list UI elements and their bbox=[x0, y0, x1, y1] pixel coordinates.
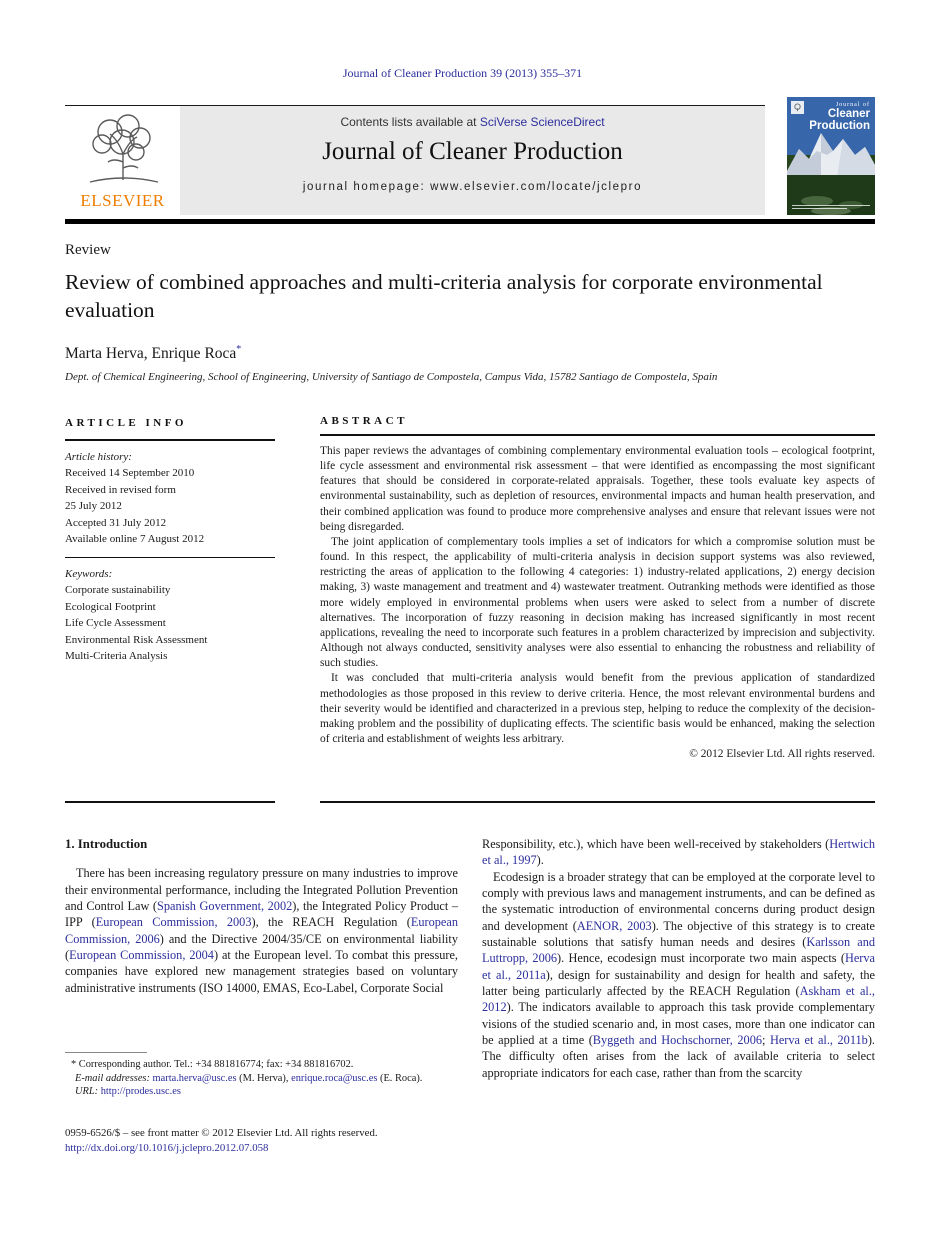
sciverse-sciencedirect-link[interactable]: SciVerse ScienceDirect bbox=[479, 115, 605, 129]
author-line bbox=[65, 344, 241, 363]
citation-link[interactable]: http://prodes.usc.es bbox=[100, 1086, 181, 1098]
rule bbox=[320, 801, 875, 803]
body-paragraph bbox=[482, 836, 875, 869]
text-segment: (E. Roca). bbox=[377, 1072, 423, 1084]
text-segment: ). The difficulty often arises from the lack of available criteria to select appropriate indicators for each case, rather than from the scarcity bbox=[482, 1033, 875, 1080]
article-history-entry: Available online 7 August 2012 bbox=[65, 533, 205, 545]
elsevier-tree-icon bbox=[80, 110, 166, 188]
url-note bbox=[65, 1085, 477, 1099]
citation-link[interactable]: AENOR, 2003 bbox=[576, 918, 652, 933]
intro-paragraph bbox=[65, 865, 458, 996]
text-segment: ; bbox=[762, 1033, 770, 1048]
imprint-block bbox=[65, 1126, 378, 1156]
article-history-entry: Accepted 31 July 2012 bbox=[65, 516, 167, 529]
issn-copyright-line: 0959-6526/$ – see front matter © 2012 Elsevier Ltd. All rights reserved. bbox=[65, 1127, 378, 1139]
contents-list-line bbox=[180, 115, 765, 129]
text-segment: There has been increasing regulatory pressure on many industries to improve their environmental performance, including the Integrated Pollution Prevention and Control Law ( bbox=[65, 866, 458, 914]
text-segment: ). The indicators available to approach this task provide complementary visions of the studied scenario and, in most cases, more than one indicator can be applied at a time ( bbox=[482, 1000, 875, 1048]
keyword-entry: Life Cycle Assessment bbox=[65, 617, 166, 629]
contents-prefix: Contents lists available at bbox=[340, 115, 480, 129]
text-segment: * Corresponding author. Tel.: +34 881816774; fax: +34 881816702. bbox=[71, 1059, 354, 1070]
body-paragraph bbox=[482, 869, 875, 1081]
citation-link[interactable]: Herva et al., 2011a bbox=[482, 951, 876, 982]
citation-link[interactable]: marta.herva@usc.es bbox=[152, 1072, 237, 1084]
citation-link[interactable]: Askham et al., 2012 bbox=[482, 984, 875, 1015]
keyword-entry: Environmental Risk Assessment bbox=[65, 633, 208, 646]
text-segment: Responsibility, etc.), which have been well-received by stakeholders ( bbox=[482, 837, 830, 851]
keyword-entry: Multi-Criteria Analysis bbox=[65, 650, 168, 662]
article-history-entry: Received 14 September 2010 bbox=[65, 467, 195, 479]
citation-link[interactable]: enrique.roca@usc.es bbox=[291, 1072, 378, 1084]
text-segment: ). Hence, ecodesign must incorporate two main aspects ( bbox=[557, 951, 845, 966]
text-segment: (M. Herva), bbox=[236, 1072, 292, 1084]
citation-link[interactable]: Hertwich et al., 1997 bbox=[482, 837, 875, 868]
article-history-entry: Received in revised form bbox=[65, 483, 176, 496]
citation-link[interactable]: European Commission, 2004 bbox=[69, 948, 214, 963]
text-segment: Ecodesign is a broader strategy that can be employed at the corporate level to comply with previous laws and management instruments, and can be defined as the systematic introduction of environmental concerns during product design and development ( bbox=[482, 869, 875, 933]
citation-link[interactable]: Herva et al., 2011b bbox=[769, 1033, 868, 1048]
cover-title-line2: Cleaner bbox=[827, 108, 870, 121]
text-segment: ). bbox=[536, 853, 544, 868]
text-segment: E-mail addresses: bbox=[75, 1072, 153, 1084]
citation-link[interactable]: Spanish Government, 2002 bbox=[157, 899, 293, 914]
rule bbox=[320, 434, 875, 436]
journal-cover-thumbnail bbox=[787, 97, 875, 215]
running-head-citation: Journal of Cleaner Production 39 (2013) 355–371 bbox=[342, 66, 583, 80]
article-info-panel bbox=[65, 415, 275, 803]
article-info-heading: ARTICLE INFO bbox=[65, 417, 187, 429]
journal-name: Journal of Cleaner Production bbox=[322, 138, 623, 165]
rule bbox=[65, 557, 275, 558]
body-right-column bbox=[482, 836, 875, 1081]
elsevier-logo bbox=[65, 106, 180, 215]
abstract-paragraph: It was concluded that multi-criteria analysis would benefit from the previous application of standardized methodologies as those proposed in this review to derive criteria. Hence, the most relevant environmental burdens and their severity would be identified and characterized in a previous step, helping to reduce the complexity of the decision-making problem and the possibility of duplicating effects. The scientific basis would be enhanced, making the selection of criteria and establishment of weights less arbitrary. bbox=[320, 672, 875, 745]
abstract-panel bbox=[320, 415, 875, 803]
cover-elsevier-mini-logo-icon bbox=[791, 101, 804, 114]
copyright-line: © 2012 Elsevier Ltd. All rights reserved. bbox=[689, 748, 875, 761]
corresponding-author-mark[interactable]: * bbox=[236, 344, 242, 355]
footnote-rule bbox=[65, 1052, 147, 1053]
keyword-entry: Ecological Footprint bbox=[65, 600, 156, 613]
journal-header-banner bbox=[65, 105, 765, 215]
doi-link[interactable]: http://dx.doi.org/10.1016/j.jclepro.2012.07.058 bbox=[65, 1142, 269, 1154]
email-addresses-note bbox=[65, 1072, 477, 1086]
text-segment: ) at the European level. To combat this pressure, companies have explored new management strategies based on voluntary administrative instruments (ISO 14000, EMAS, Eco-Label, Corporate Social bbox=[65, 948, 458, 995]
cover-title-line3: Production bbox=[809, 120, 870, 133]
text-segment: ), design for sustainability and design for health and safety, the latter being particularly affected by the REACH Regulation ( bbox=[482, 967, 875, 999]
footnote-block bbox=[65, 1052, 477, 1099]
cover-fineprint bbox=[792, 205, 870, 211]
rule bbox=[65, 439, 275, 441]
article-title: Review of combined approaches and multi-criteria analysis for corporate environmental evaluation bbox=[65, 270, 823, 322]
abstract-paragraph: This paper reviews the advantages of combining complementary environmental evaluation tools – ecological footprint, life cycle assessment and environmental risk assessment – that were identified as encompassing the most significant features that should be considered in corporate-related appraisals. Together, these tools evaluate key aspects of environmental sustainability, such as depletion of resources, environmental impacts and human health preservation, and their combined application was found to produce more comprehensive analyses and ensure that relevant issues were not being disregarded. bbox=[320, 445, 875, 533]
journal-homepage-link[interactable]: journal homepage: www.elsevier.com/locate/jclepro bbox=[302, 181, 643, 193]
citation-link[interactable]: Byggeth and Hochschorner, 2006 bbox=[592, 1033, 762, 1048]
abstract-text bbox=[320, 444, 875, 747]
citation-link[interactable]: European Commission, 2003 bbox=[95, 915, 252, 930]
author-names: Marta Herva, Enrique Roca bbox=[65, 345, 237, 363]
citation-link[interactable]: Karlsson and Luttropp, 2006 bbox=[482, 935, 876, 966]
abstract-heading: ABSTRACT bbox=[320, 415, 408, 427]
text-segment: ), the Integrated Policy Product –IPP ( bbox=[65, 899, 458, 930]
keywords-label: Keywords: bbox=[65, 567, 113, 580]
text-segment: URL: bbox=[75, 1086, 101, 1098]
text-segment: ), the REACH Regulation ( bbox=[251, 915, 411, 930]
keyword-entry: Corporate sustainability bbox=[65, 584, 171, 596]
keywords-list bbox=[65, 582, 275, 665]
citation-link[interactable]: European Commission, 2006 bbox=[65, 915, 458, 946]
rule bbox=[65, 801, 275, 803]
article-type-label: Review bbox=[65, 242, 111, 258]
affiliation-line: Dept. of Chemical Engineering, School of Engineering, University of Santiago de Compostela, Campus Vida, 15782 Santiago de Compostela, Spain bbox=[65, 371, 718, 383]
text-segment: ). The objective of this strategy is to create sustainable solutions that satisfy human needs and desires ( bbox=[482, 918, 875, 950]
article-history-entry: 25 July 2012 bbox=[65, 500, 122, 512]
cover-mountain-art bbox=[787, 125, 875, 215]
article-history-list bbox=[65, 465, 275, 548]
corresponding-author-note bbox=[65, 1058, 477, 1072]
banner-center-panel bbox=[180, 106, 765, 215]
body-left-column bbox=[65, 836, 458, 996]
header-divider-rule bbox=[65, 219, 875, 224]
cover-title-line1: Journal of bbox=[835, 102, 870, 108]
abstract-paragraph: The joint application of complementary tools implies a set of indicators for which a compromise solution must be found. In this respect, the applicability of multi-criteria analysis in decision support systems was also reviewed, restricting the areas of application to the following 4 categories: 1) industry-related applications, 2) energy decision making, 3) waste management and treatment and 4) wastewater treatment. Outranking methods were identified as those more widely employed in environmental problems when users were asked to select from a number of discrete alternatives. The incorporation of fuzzy reasoning in decision making has increased significantly in most recent applications, revealing the need to incorporate such features in a problem characterized by imprecision and subjectivity. Although not always conducted, sensitivity analyses were also essential to enhancing the robustness and reliability of such studies. bbox=[320, 535, 875, 670]
section-heading-introduction: 1. Introduction bbox=[65, 837, 148, 851]
elsevier-wordmark: ELSEVIER bbox=[80, 191, 165, 210]
text-segment: ) and the Directive 2004/35/CE on environmental liability ( bbox=[65, 931, 458, 963]
article-history-label: Article history: bbox=[65, 450, 132, 463]
